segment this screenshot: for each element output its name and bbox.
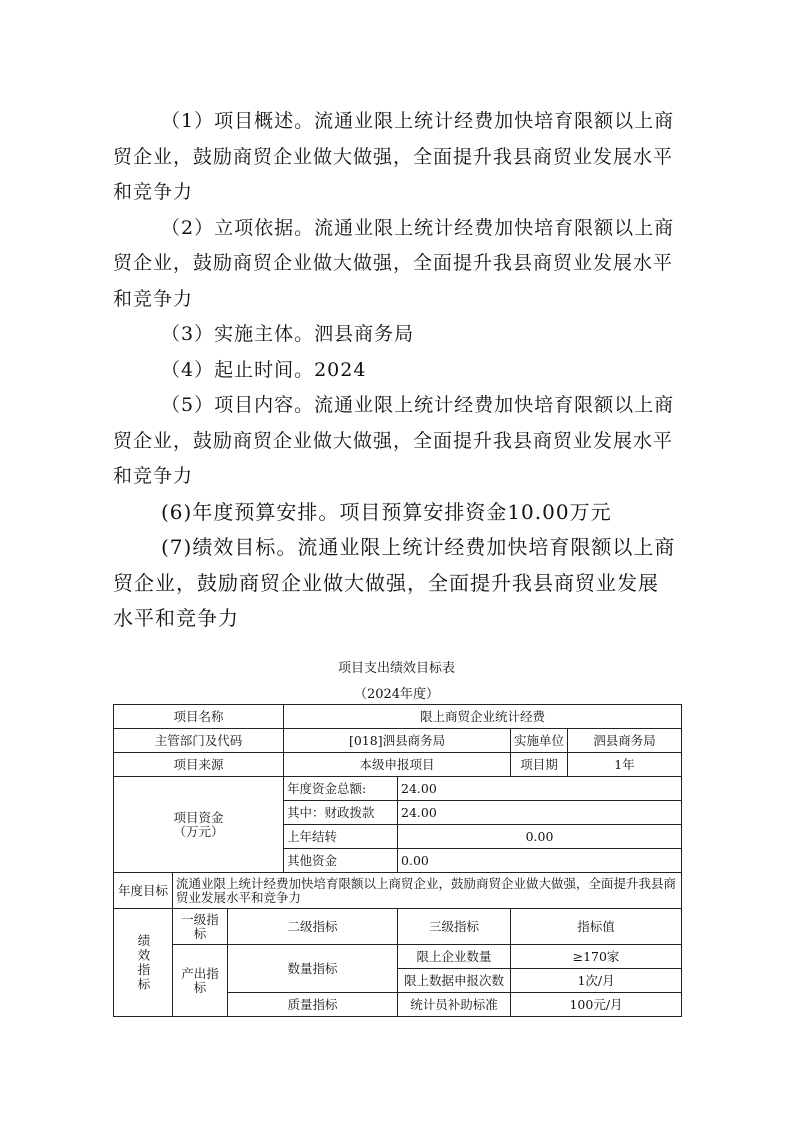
funds-total-value: 24.00: [398, 777, 682, 801]
dept-label: 主管部门及代码: [114, 729, 284, 753]
table-subtitle: （2024年度）: [353, 687, 440, 702]
funds-other-value: 0.00: [398, 849, 682, 873]
funds-carryover-value: 0.00: [398, 825, 682, 849]
output-indicator-label: 产出指标: [173, 945, 228, 1017]
table-title: 项目支出绩效目标表: [337, 661, 455, 676]
paragraph-goal: (7)绩效目标。流通业限上统计经费加快培育限额以上商贸企业，鼓励商贸企业做大做强，全面提升我县商贸业发展水平和竞争力: [113, 535, 676, 630]
paragraph-period: （4）起止时间。2024: [161, 358, 367, 381]
paragraph-basis: （2）立项依据。流通业限上统计经费加快培育限额以上商贸企业，鼓励商贸企业做大做强，全面提升我县商贸业发展水平和竞争力: [113, 216, 675, 310]
indicator-name: 统计员补助标准: [398, 993, 511, 1017]
quality-indicator-label: 质量指标: [228, 993, 398, 1017]
paragraph-overview: （1）项目概述。流通业限上统计经费加快培育限额以上商贸企业，鼓励商贸企业做大做强，全面提升我县商贸业发展水平和竞争力: [113, 110, 675, 203]
indicator-name: 限上企业数量: [398, 945, 511, 969]
header-level2: 二级指标: [228, 909, 398, 945]
paragraph-content: （5）项目内容。流通业限上统计经费加快培育限额以上商贸企业，鼓励商贸企业做大做强，全面提升我县商贸业发展水平和竞争力: [113, 394, 675, 487]
funds-fiscal-label: 其中：财政拨款: [284, 801, 398, 825]
indicator-name: 限上数据申报次数: [398, 969, 511, 993]
performance-target-table: [113, 704, 682, 1017]
header-value: 指标值: [511, 909, 682, 945]
perf-indicator-label: 绩效指标: [114, 909, 173, 1017]
source-value: 本级申报项目: [284, 753, 511, 777]
source-label: 项目来源: [114, 753, 284, 777]
paragraph-subject: （3）实施主体。泗县商务局: [161, 323, 415, 345]
funds-fiscal-value: 24.00: [398, 801, 682, 825]
funds-total-label: 年度资金总额:: [284, 777, 398, 801]
impl-value: 泗县商务局: [568, 729, 682, 753]
indicator-value: 1次/月: [511, 969, 682, 993]
impl-label: 实施单位: [511, 729, 568, 753]
funds-label: 项目资金 （万元）: [114, 777, 284, 873]
paragraph-budget: (6)年度预算安排。项目预算安排资金10.00万元: [161, 499, 612, 524]
quantity-indicator-label: 数量指标: [228, 945, 398, 993]
document-body: [113, 104, 679, 637]
header-level1: 一级指标: [173, 909, 228, 945]
dept-value: [018]泗县商务局: [284, 729, 511, 753]
funds-other-label: 其他资金: [284, 849, 398, 873]
period-label: 项目期: [511, 753, 568, 777]
project-name-value: 限上商贸企业统计经费: [284, 705, 682, 729]
header-level3: 三级指标: [398, 909, 511, 945]
period-value: 1年: [568, 753, 682, 777]
annual-goal-label: 年度目标: [114, 873, 173, 909]
project-name-label: 项目名称: [114, 705, 284, 729]
indicator-value: 100元/月: [511, 993, 682, 1017]
funds-carryover-label: 上年结转: [284, 825, 398, 849]
annual-goal-text: 流通业限上统计经费加快培育限额以上商贸企业，鼓励商贸企业做大做强，全面提升我县商贸业发展水平和竞争力: [173, 873, 682, 909]
indicator-value: ≥170家: [511, 945, 682, 969]
